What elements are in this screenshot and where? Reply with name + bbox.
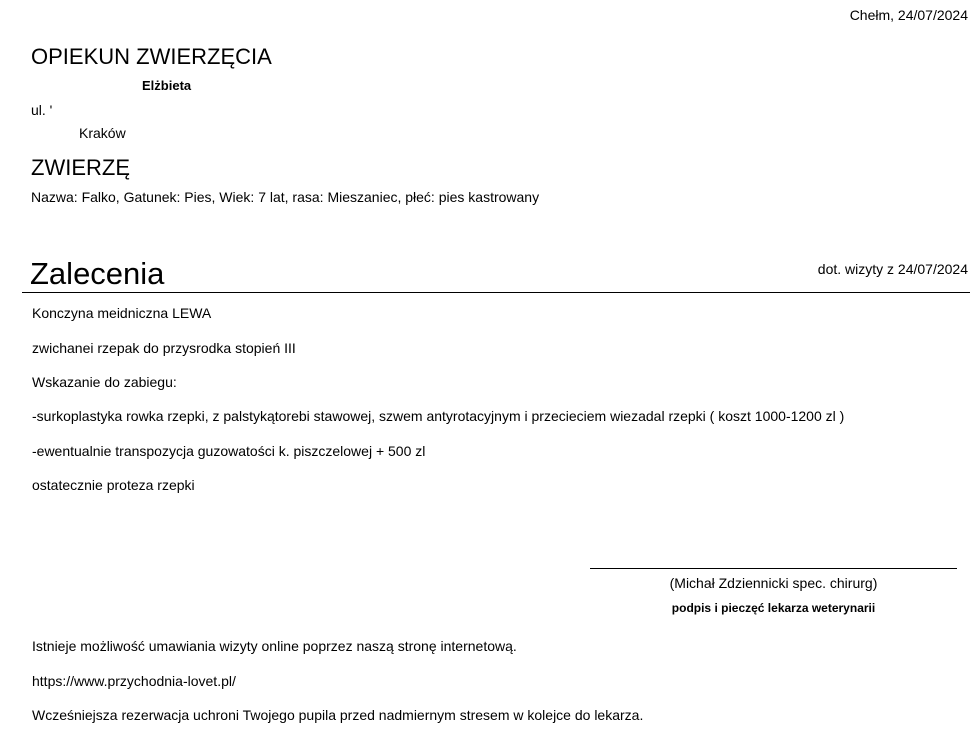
- place-date: Chełm, 24/07/2024: [849, 7, 968, 23]
- recommendation-line: zwichanei rzepak do przysrodka stopień III: [32, 340, 296, 356]
- signature-caption: podpis i pieczęć lekarza weterynarii: [671, 601, 876, 615]
- doctor-name: (Michał Zdziennicki spec. chirurg): [669, 575, 878, 591]
- animal-heading: ZWIERZĘ: [31, 155, 130, 180]
- footer-line: Wcześniejsza rezerwacja uchroni Twojego pupila przed nadmiernym stresem w kolejce do lekarza.: [32, 707, 644, 723]
- owner-street: ul. ': [31, 102, 53, 118]
- recommendation-line: Wskazanie do zabiegu:: [32, 374, 177, 390]
- recommendation-line: ostatecznie proteza rzepki: [32, 477, 195, 493]
- owner-name: Elżbieta: [142, 78, 192, 93]
- recommendation-line: -surkoplastyka rowka rzepki, z palstykątorebi stawowej, szwem antyrotacyjnym i przecieciem wiezadal rzepki ( koszt 1000-1200 zl ): [32, 408, 845, 424]
- owner-city: Kraków: [79, 125, 126, 141]
- animal-description: Nazwa: Falko, Gatunek: Pies, Wiek: 7 lat, rasa: Mieszaniec, płeć: pies kastrowany: [31, 189, 540, 205]
- recommendation-line: Konczyna meidniczna LEWA: [32, 305, 212, 321]
- signature-line: [590, 568, 957, 569]
- visit-date: dot. wizyty z 24/07/2024: [817, 261, 968, 277]
- owner-heading: OPIEKUN ZWIERZĘCIA: [31, 44, 272, 69]
- footer-line: Istnieje możliwość umawiania wizyty online poprzez naszą stronę internetową.: [32, 638, 517, 654]
- footer-link[interactable]: https://www.przychodnia-lovet.pl/: [32, 673, 236, 689]
- recommendations-heading: Zalecenia: [30, 256, 165, 291]
- recommendation-line: -ewentualnie transpozycja guzowatości k. piszczelowej + 500 zl: [32, 443, 426, 459]
- heading-divider: [22, 292, 970, 293]
